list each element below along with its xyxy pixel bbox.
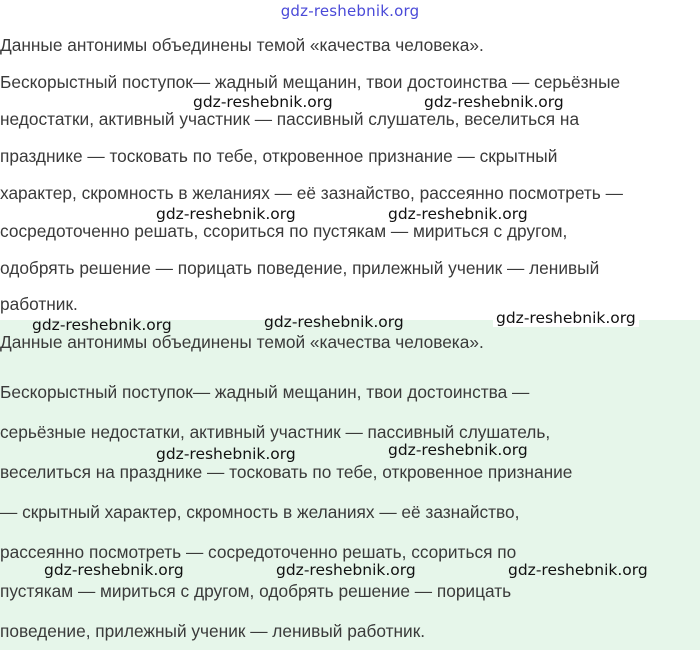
watermark: gdz-reshebnik.org xyxy=(264,313,404,331)
text-line: Бескорыстный поступок— жадный мещанин, твои достоинства — серьёзные xyxy=(0,72,621,92)
text-line: одобрять решение — порицать поведение, прилежный ученик — ленивый xyxy=(0,258,600,278)
watermark: gdz-reshebnik.org xyxy=(276,561,416,579)
answer-block-1 xyxy=(0,0,700,320)
watermark: gdz-reshebnik.org xyxy=(493,309,639,327)
text-line: пустякам — мириться с другом, одобрять решение — порицать xyxy=(0,581,512,601)
watermark: gdz-reshebnik.org xyxy=(424,93,564,111)
watermark: gdz-reshebnik.org xyxy=(193,93,333,111)
text-line: рассеянно посмотреть — сосредоточенно решать, ссориться по xyxy=(0,542,517,562)
text-line: Данные антонимы объединены темой «качества человека». xyxy=(0,35,484,55)
text-line: веселиться на празднике — тосковать по тебе, откровенное признание xyxy=(0,462,573,482)
watermark: gdz-reshebnik.org xyxy=(508,561,648,579)
header-watermark: gdz-reshebnik.org xyxy=(280,2,420,20)
text-line: празднике — тосковать по тебе, откровенное признание — скрытный xyxy=(0,146,558,166)
text-line: сосредоточенно решать, ссориться по пустякам — мириться с другом, xyxy=(0,221,568,241)
text-line: характер, скромность в желаниях — её зазнайство, рассеянно посмотреть — xyxy=(0,183,623,203)
text-line: — скрытный характер, скромность в желаниях — её зазнайство, xyxy=(0,502,520,522)
watermark: gdz-reshebnik.org xyxy=(156,445,296,463)
watermark: gdz-reshebnik.org xyxy=(388,205,528,223)
text-line: серьёзные недостатки, активный участник — пассивный слушатель, xyxy=(0,422,551,442)
text-line: Бескорыстный поступок— жадный мещанин, твои достоинства — xyxy=(0,382,530,402)
text-line: Данные антонимы объединены темой «качества человека». xyxy=(0,332,484,352)
watermark: gdz-reshebnik.org xyxy=(388,441,528,459)
watermark: gdz-reshebnik.org xyxy=(32,316,172,334)
answer-block-2 xyxy=(0,320,700,650)
watermark: gdz-reshebnik.org xyxy=(156,205,296,223)
text-line: работник. xyxy=(0,294,78,314)
text-line: недостатки, активный участник — пассивный слушатель, веселиться на xyxy=(0,109,580,129)
text-line: поведение, прилежный ученик — ленивый работник. xyxy=(0,621,426,641)
watermark: gdz-reshebnik.org xyxy=(44,561,184,579)
